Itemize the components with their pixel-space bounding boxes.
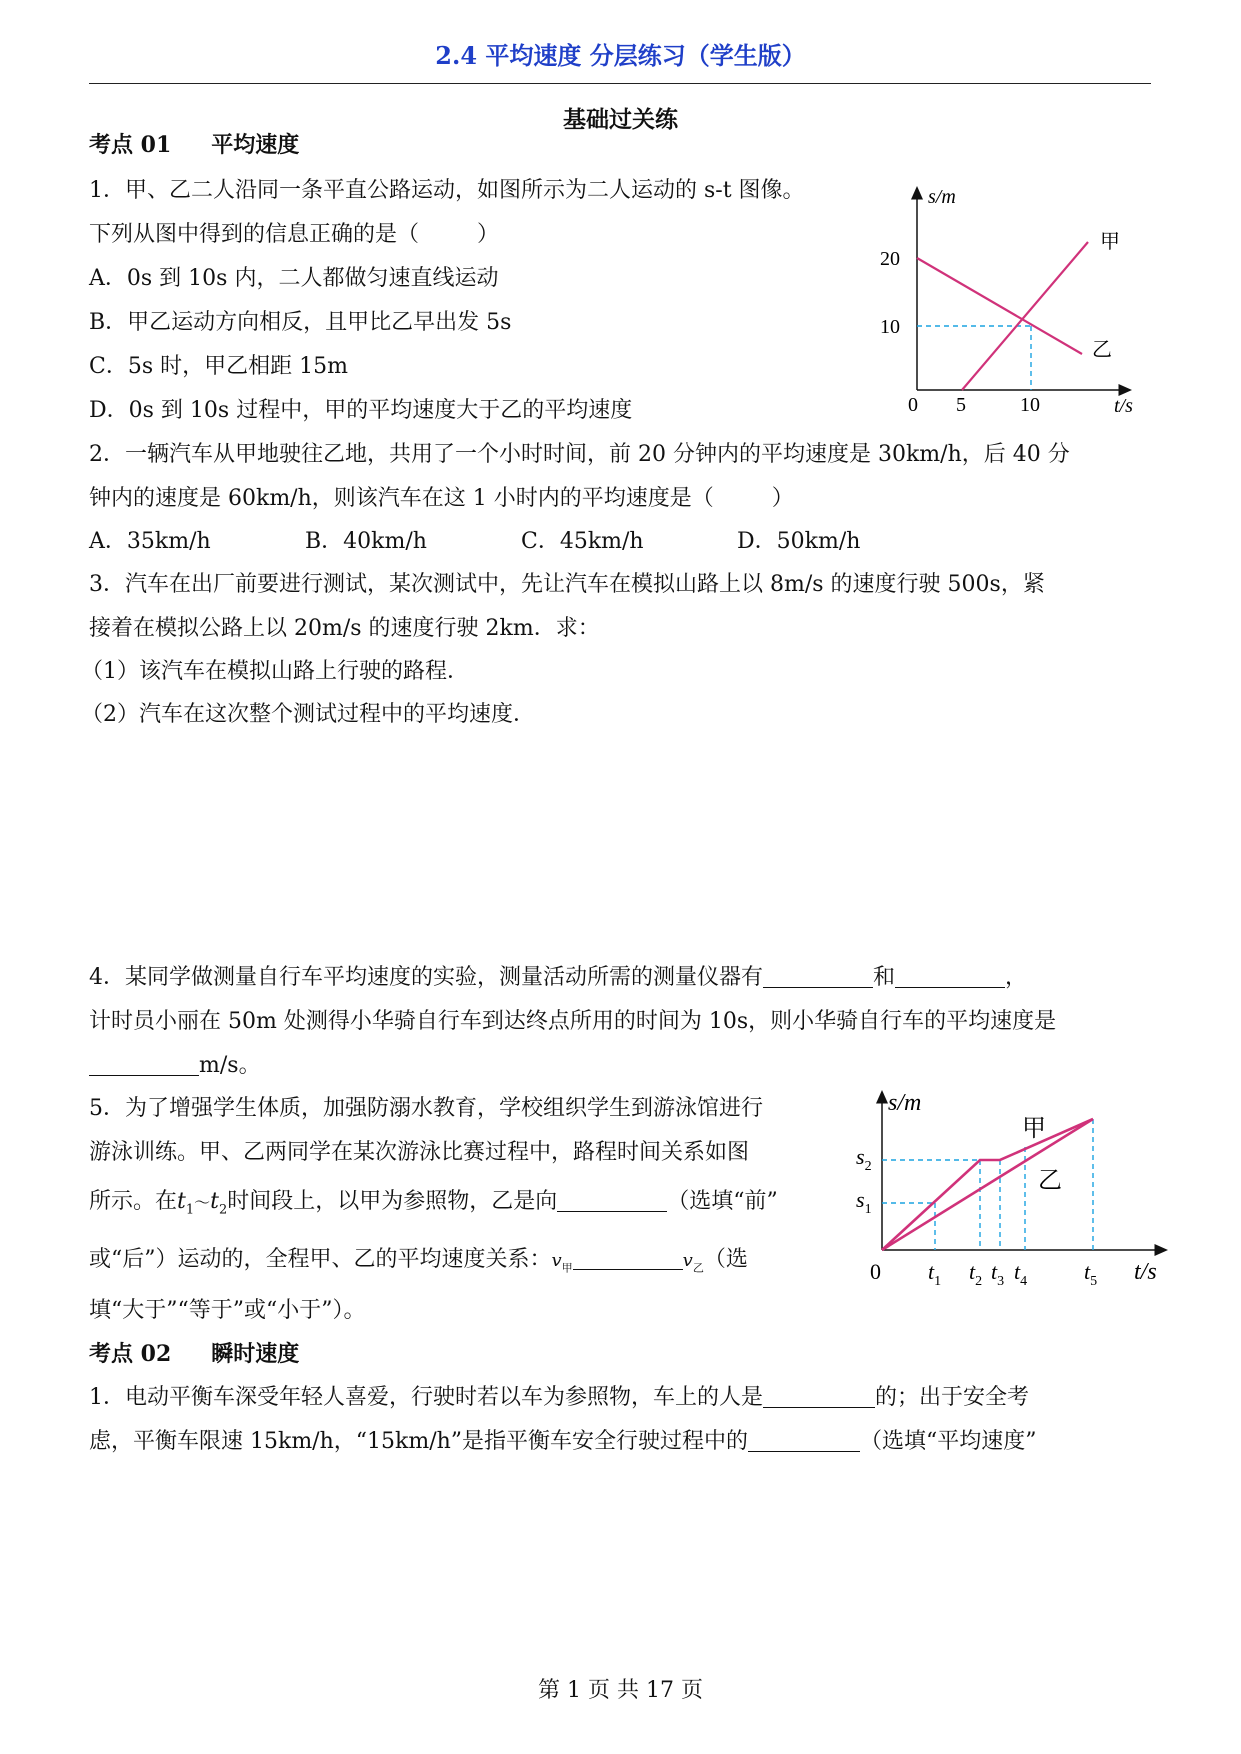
q5-xtick-t2: $t_2$ xyxy=(969,1259,983,1289)
q1-option-d: D．0s 到 10s 过程中，甲的平均速度大于乙的平均速度 xyxy=(89,398,633,423)
q5-y-axis-label: s/m xyxy=(888,1090,922,1116)
q5-x-axis-label: t/s xyxy=(1134,1259,1157,1285)
q2-option-a: A．35km/h xyxy=(89,529,211,554)
q5-xtick-t3: $t_3$ xyxy=(991,1259,1005,1289)
topic-name: 平均速度 xyxy=(211,132,300,158)
q5-xtick-t5: $t_5$ xyxy=(1084,1259,1098,1289)
q4-text-c: ， xyxy=(1005,965,1028,990)
q2-option-b: B．40km/h xyxy=(305,529,427,554)
q4-line1 xyxy=(89,963,1027,993)
q4-text-b: 和 xyxy=(873,965,896,990)
q5-line2: 游泳训练。甲、乙两同学在某次游泳比赛过程中，路程时间关系如图 xyxy=(89,1140,750,1165)
q5-xtick-t4: $t_4$ xyxy=(1014,1259,1028,1289)
q5-line3 xyxy=(89,1187,778,1225)
q5-t1-sub: 1 xyxy=(185,1202,195,1218)
q5-text-b: 时间段上，以甲为参照物，乙是向 xyxy=(227,1189,558,1214)
q1-stem-line2 xyxy=(89,220,499,250)
q5-ytick-s2: $s_2$ xyxy=(856,1144,872,1174)
q5-blank-2[interactable] xyxy=(573,1247,683,1270)
q1-option-b: B．甲乙运动方向相反，且甲比乙早出发 5s xyxy=(89,310,512,335)
section-heading: 基础过关练 xyxy=(563,106,678,133)
q1-option-a: A．0s 到 10s 内，二人都做匀速直线运动 xyxy=(89,266,499,291)
q1-x-axis-label: t/s xyxy=(1114,395,1133,417)
q5-v-jia-sub: 甲 xyxy=(561,1261,573,1275)
q6-blank-2[interactable] xyxy=(748,1429,860,1452)
q1-y-axis-label: s/m xyxy=(928,186,956,208)
q1-xtick-5: 5 xyxy=(956,394,966,416)
q1-st-graph xyxy=(870,180,1170,420)
q5-st-graph xyxy=(842,1090,1172,1305)
q5-line1: 5．为了增强学生体质，加强防溺水教育，学校组织学生到游泳馆进行 xyxy=(89,1096,763,1121)
q4-blank-1[interactable] xyxy=(763,965,873,988)
q2-stem-text: 钟内的速度是 60km/h，则该汽车在这 1 小时内的平均速度是（ xyxy=(89,486,714,511)
topic-heading-02 xyxy=(89,1339,299,1369)
q1-stem-text: 下列从图中得到的信息正确的是（ xyxy=(89,222,420,247)
q5-t1: t xyxy=(177,1189,186,1214)
q6-text-a: 1．电动平衡车深受年轻人喜爱，行驶时若以车为参照物，车上的人是 xyxy=(89,1385,763,1410)
topic-label: 考点 02 xyxy=(89,1341,172,1367)
q5-label-yi: 乙 xyxy=(1038,1168,1062,1194)
q5-origin-label: 0 xyxy=(870,1259,881,1284)
q6-text-b: 的；出于安全考 xyxy=(875,1385,1030,1410)
q4-text-a: 4．某同学做测量自行车平均速度的实验，测量活动所需的测量仪器有 xyxy=(89,965,763,990)
q1-origin-label: 0 xyxy=(908,394,918,416)
q5-text-d: 或“后”）运动的，全程甲、乙的平均速度关系： xyxy=(89,1247,552,1272)
q5-text-e: （选 xyxy=(703,1247,748,1272)
q6-line1 xyxy=(89,1383,1029,1413)
q6-blank-1[interactable] xyxy=(763,1385,875,1408)
q3-sub1: （1）该汽车在模拟山路上行驶的路程． xyxy=(81,659,469,684)
q4-line3 xyxy=(89,1051,261,1081)
q4-unit: m/s。 xyxy=(199,1053,261,1078)
topic-name: 瞬时速度 xyxy=(211,1341,300,1367)
q1-option-c: C．5s 时，甲乙相距 15m xyxy=(89,354,348,379)
q1-ytick-20: 20 xyxy=(880,248,900,270)
q1-label-jia: 甲 xyxy=(1100,231,1120,253)
q5-t2-sub: 2 xyxy=(219,1202,228,1218)
q2-options xyxy=(89,527,860,557)
q2-stem-line2 xyxy=(89,484,794,514)
q5-line5: 填“大于”“等于”或“小于”）。 xyxy=(89,1298,366,1323)
q3-sub2: （2）汽车在这次整个测试过程中的平均速度． xyxy=(81,702,535,727)
q3-stem-line1: 3．汽车在出厂前要进行测试，某次测试中，先让汽车在模拟山路上以 8m/s 的速度行驶 500s，紧 xyxy=(89,572,1045,597)
q2-option-c: C．45km/h xyxy=(521,529,644,554)
q1-line-jia xyxy=(962,242,1088,390)
q5-text-a: 所示。在 xyxy=(89,1189,178,1214)
q1-line-yi xyxy=(917,258,1082,354)
q2-option-d: D．50km/h xyxy=(737,529,861,554)
page-footer: 第 1 页 共 17 页 xyxy=(538,1678,703,1703)
q2-stem-line1: 2．一辆汽车从甲地驶往乙地，共用了一个小时时间，前 20 分钟内的平均速度是 30km/h，后 40 分 xyxy=(89,442,1070,467)
q5-label-jia: 甲 xyxy=(1022,1116,1046,1142)
q1-paren-close: ） xyxy=(477,222,500,247)
q5-v-yi-sub: 乙 xyxy=(692,1261,704,1275)
document-title: 2.4 平均速度 分层练习（学生版） xyxy=(435,41,806,70)
q5-blank-1[interactable] xyxy=(557,1189,667,1212)
q6-line2 xyxy=(89,1427,1037,1457)
q5-ytick-s1: $s_1$ xyxy=(856,1187,872,1217)
topic-label: 考点 01 xyxy=(89,132,172,158)
q1-label-yi: 乙 xyxy=(1092,339,1112,361)
q5-t2: t xyxy=(210,1189,219,1214)
q1-ytick-10: 10 xyxy=(880,316,900,338)
q1-stem-line1: 1．甲、乙二人沿同一条平直公路运动，如图所示为二人运动的 s-t 图像。 xyxy=(89,178,805,203)
q6-text-c: 虑，平衡车限速 15km/h，“15km/h”是指平衡车安全行驶过程中的 xyxy=(89,1429,749,1454)
q4-blank-3[interactable] xyxy=(89,1053,199,1076)
q3-stem-line2: 接着在模拟公路上以 20m/s 的速度行驶 2km．求： xyxy=(89,616,600,641)
q2-paren-close: ） xyxy=(771,486,794,511)
q4-blank-2[interactable] xyxy=(895,965,1005,988)
q5-v-jia: v xyxy=(551,1250,562,1271)
q1-xtick-10: 10 xyxy=(1020,394,1040,416)
q5-text-c: （选填“前” xyxy=(667,1189,778,1214)
q5-tilde: ～ xyxy=(194,1193,211,1212)
q6-text-d: （选填“平均速度” xyxy=(860,1429,1037,1454)
topic-heading-01 xyxy=(89,130,299,160)
q5-v-yi: v xyxy=(682,1250,693,1271)
q5-xtick-t1: $t_1$ xyxy=(928,1259,942,1289)
q4-line2: 计时员小丽在 50m 处测得小华骑自行车到达终点所用的时间为 10s，则小华骑自行车的平均速度是 xyxy=(89,1009,1057,1034)
q5-line4 xyxy=(89,1245,748,1283)
header-rule xyxy=(89,83,1151,84)
